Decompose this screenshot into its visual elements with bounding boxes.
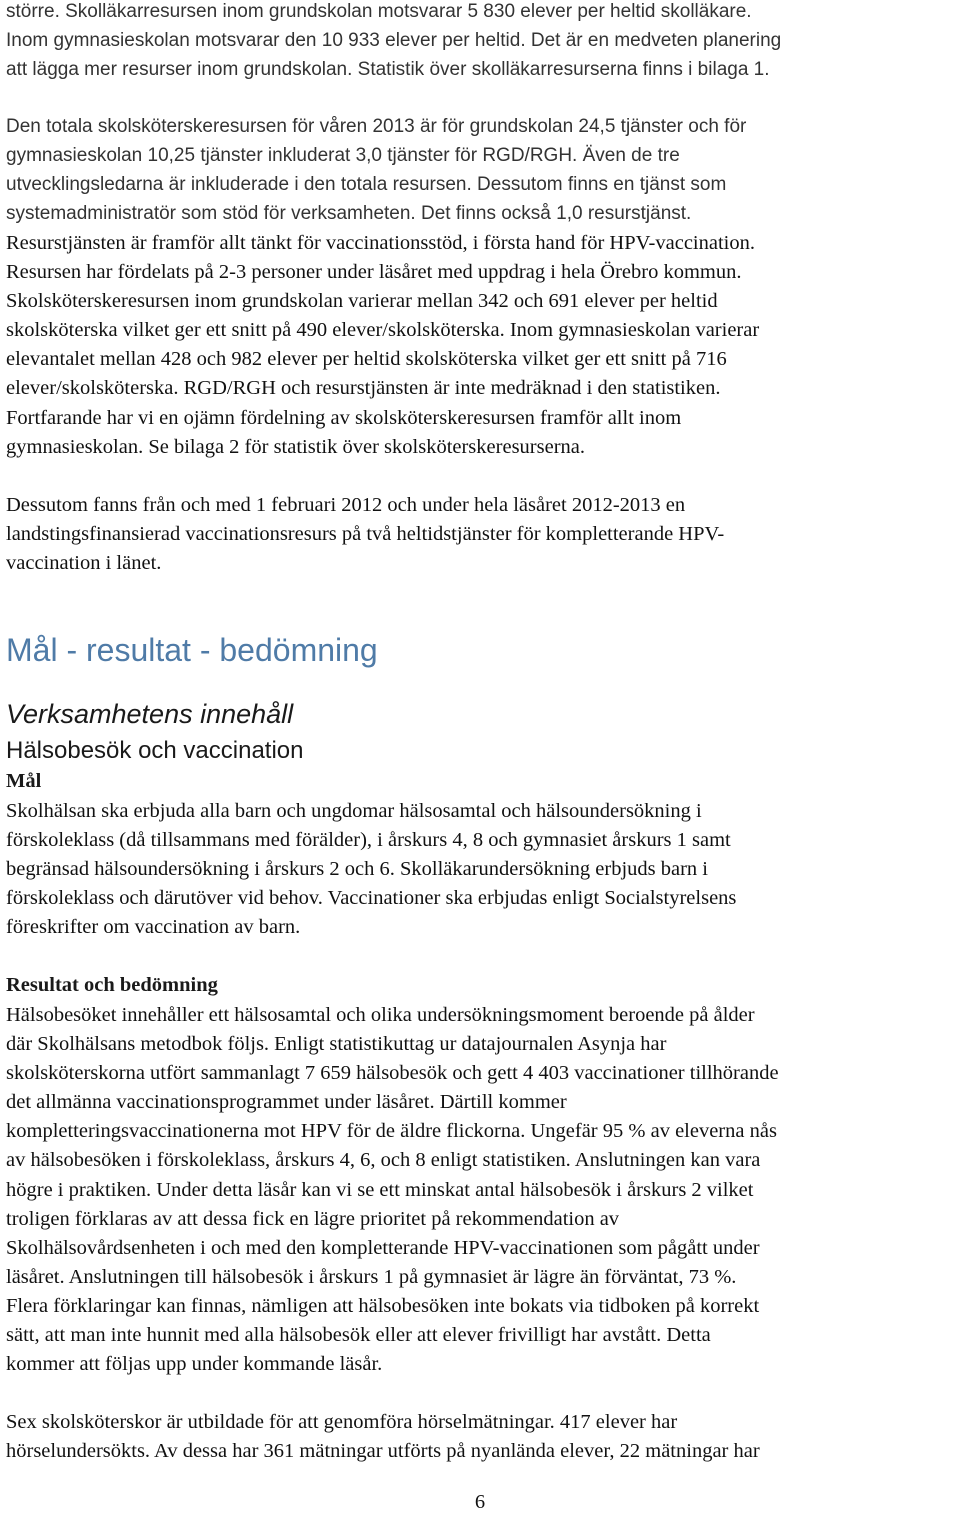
paragraph-resource-service: Resurstjänsten är framför allt tänkt för vaccinationsstöd, i första hand för HPV-vaccination. Resursen har fördelats på 2-3 personer under läsåret med uppdrag i hela Örebro kommun. Skolsköterskeresursen inom grundskolan varierar mellan 342 och 691 elever per heltid skolsköterska vilket ger ett snitt på 490 elever/skolsköterska. Inom gymnasieskolan varierar elevantalet mellan 428 och 982 elever per heltid skolsköterska vilket ger ett snitt på 716 elever/skolsköterska. RGD/RGH och resurstjänsten är inte medräknad i den statistiken. Fortfarande har vi en ojämn fördelning av skolsköterskeresursen framför allt inom gymnasieskolan. Se bilaga 2 för statistik över skolsköterskeresurserna. bbox=[6, 232, 760, 458]
subsection-heading: Verksamhetens innehåll bbox=[6, 699, 294, 729]
section-heading: Mål - resultat - bedömning bbox=[6, 632, 378, 668]
paragraph-physician-resources: större. Skolläkarresursen inom grundskolan motsvarar 5 830 elever per heltid skolläkare. Inom gymnasieskolan motsvarar den 10 933 elever per heltid. Det är en medveten planering att lägga mer resurser inom grundskolan. Statistik över skolläkarresurserna finns i bilaga 1. bbox=[6, 1, 782, 81]
result-heading: Resultat och bedömning bbox=[6, 974, 218, 996]
paragraph-nurse-resources: Den totala skolsköterskeresursen för våren 2013 är för grundskolan 24,5 tjänster och för gymnasieskolan 10,25 tjänster inkluderat 3,0 tjänster för RGD/RGH. Även de tre utvecklingsledarna är inkluderade i den totala resursen. Dessutom finns en tjänst som systemadministratör som stöd för verksamheten. Det finns också 1,0 resurstjänst. bbox=[6, 116, 747, 225]
paragraph-result: Hälsobesöket innehåller ett hälsosamtal och olika undersökningsmoment beroende på ålder där Skolhälsans metodbok följs. Enligt statistikuttag ur datajournalen Asynja har skolsköterskorna utfört sammanlagt 7 659 hälsobesök och gett 4 403 vaccinationer tillhörande det allmänna vaccinationsprogrammet under läsåret. Därtill kommer kompletteringsvaccinationerna mot HPV för de äldre flickorna. Ungefär 95 % av eleverna nås av hälsobesöken i förskoleklass, årskurs 4, 6, och 8 enligt statistiken. Anslutningen kan vara högre i praktiken. Under detta läsår kan vi se ett minskat antal hälsobesök i årskurs 2 vilket troligen förklaras av att dessa fick en lägre prioritet på rekommendation av Skolhälsovårdsenheten i och med den kompletterande HPV-vaccinationen som pågått under läsåret. Anslutningen till hälsobesök i årskurs 1 på gymnasiet är lägre än förväntat, 73 %. Flera förklaringar kan finnas, nämligen att hälsobesöken inte bokats via tidboken på korrekt sätt, att man inte hunnit med alla hälsobesök eller att elever frivilligt har avstått. Detta kommer att följas upp under kommande läsår. bbox=[6, 1004, 779, 1376]
paragraph-hearing: Sex skolsköterskor är utbildade för att genomföra hörselmätningar. 417 elever har hörselundersökts. Av dessa har 361 mätningar utförts på nyanlända elever, 22 mätningar har bbox=[6, 1411, 760, 1463]
page-number: 6 bbox=[474, 1491, 486, 1513]
paragraph-goal: Skolhälsan ska erbjuda alla barn och ungdomar hälsosamtal och hälsoundersökning i förskoleklass (då tillsammans med förälder), i årskurs 4, 8 och gymnasiet årskurs 1 samt begränsad hälsoundersökning i årskurs 2 och 6. Skolläkarundersökning erbjuds barn i förskoleklass och därutöver vid behov. Vaccinationer ska erbjudas enligt Socialstyrelsens föreskrifter om vaccination av barn. bbox=[6, 800, 737, 939]
paragraph-vaccination-resource: Dessutom fanns från och med 1 februari 2012 och under hela läsåret 2012-2013 en landstingsfinansierad vaccinationsresurs på två heltidstjänster för kompletterande HPV- vaccination i länet. bbox=[6, 494, 725, 575]
topic-heading: Hälsobesök och vaccination bbox=[6, 737, 304, 764]
goal-heading: Mål bbox=[6, 770, 42, 792]
